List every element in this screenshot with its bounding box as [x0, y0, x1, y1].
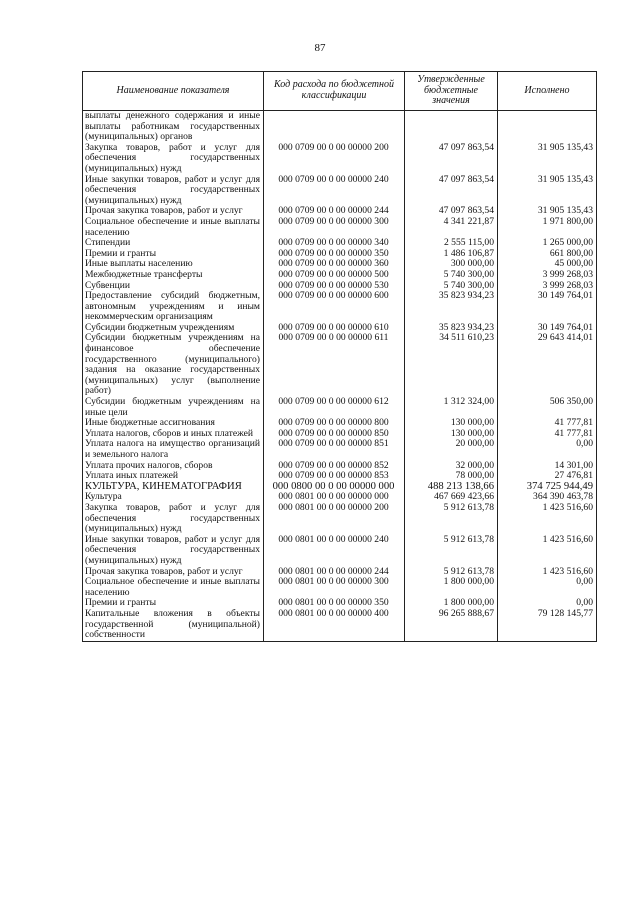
- row-approved-cell: 47 097 863,54: [405, 175, 498, 207]
- table-row: [83, 577, 597, 598]
- row-approved-cell: 4 341 221,87: [405, 217, 498, 238]
- table-row: [83, 111, 597, 143]
- row-approved-cell: 5 740 300,00: [405, 281, 498, 292]
- row-code-cell: 000 0709 00 0 00 00000 853: [264, 471, 405, 482]
- row-name-cell: Предоставление субсидий бюджетным, автономным учреждениям и иным некоммерческим организациям: [83, 291, 264, 323]
- header-code: Код расхода по бюджетной классификации: [264, 72, 405, 111]
- row-executed-cell: 41 777,81: [498, 429, 597, 440]
- row-code-cell: 000 0801 00 0 00 00000 400: [264, 609, 405, 641]
- row-executed-cell: 31 905 135,43: [498, 175, 597, 207]
- row-executed-cell: 1 423 516,60: [498, 567, 597, 578]
- row-code-cell: 000 0709 00 0 00 00000 340: [264, 238, 405, 249]
- row-code-cell: 000 0709 00 0 00 00000 360: [264, 259, 405, 270]
- table-row: [83, 397, 597, 418]
- row-approved-cell: 34 511 610,23: [405, 333, 498, 397]
- row-executed-cell: 14 301,00: [498, 461, 597, 472]
- row-approved-cell: 5 740 300,00: [405, 270, 498, 281]
- row-executed-cell: 374 725 944,49: [498, 482, 597, 493]
- row-code-cell: 000 0801 00 0 00 00000 200: [264, 503, 405, 535]
- row-code-cell: 000 0709 00 0 00 00000 850: [264, 429, 405, 440]
- row-name-cell: Закупка товаров, работ и услуг для обеспечения государственных (муниципальных) нужд: [83, 503, 264, 535]
- row-executed-cell: 0,00: [498, 577, 597, 598]
- table-row: [83, 270, 597, 281]
- row-approved-cell: 35 823 934,23: [405, 291, 498, 323]
- row-code-cell: 000 0709 00 0 00 00000 610: [264, 323, 405, 334]
- row-executed-cell: 506 350,00: [498, 397, 597, 418]
- header-executed: Исполнено: [498, 72, 597, 111]
- row-approved-cell: 130 000,00: [405, 429, 498, 440]
- row-name-cell: Социальное обеспечение и иные выплаты населению: [83, 217, 264, 238]
- header-approved: Утвержденные бюджетные значения: [405, 72, 498, 111]
- table-row: [83, 535, 597, 567]
- table-body: [83, 111, 597, 642]
- row-code-cell: 000 0801 00 0 00 00000 000: [264, 492, 405, 503]
- row-approved-cell: 35 823 934,23: [405, 323, 498, 334]
- row-code-cell: 000 0801 00 0 00 00000 240: [264, 535, 405, 567]
- row-approved-cell: 47 097 863,54: [405, 206, 498, 217]
- table-row: [83, 503, 597, 535]
- row-name-cell: Иные выплаты населению: [83, 259, 264, 270]
- row-executed-cell: 0,00: [498, 439, 597, 460]
- row-code-cell: 000 0709 00 0 00 00000 851: [264, 439, 405, 460]
- header-row: [83, 72, 597, 111]
- row-approved-cell: 130 000,00: [405, 418, 498, 429]
- row-name-cell: выплаты денежного содержания и иные выплаты работникам государственных (муниципальных) органов: [83, 111, 264, 143]
- row-name-cell: Уплата налогов, сборов и иных платежей: [83, 429, 264, 440]
- row-approved-cell: 5 912 613,78: [405, 567, 498, 578]
- row-code-cell: 000 0709 00 0 00 00000 611: [264, 333, 405, 397]
- row-approved-cell: 78 000,00: [405, 471, 498, 482]
- row-approved-cell: 2 555 115,00: [405, 238, 498, 249]
- row-code-cell: 000 0709 00 0 00 00000 600: [264, 291, 405, 323]
- row-name-cell: Культура: [83, 492, 264, 503]
- row-approved-cell: 1 800 000,00: [405, 598, 498, 609]
- row-approved-cell: 32 000,00: [405, 461, 498, 472]
- row-code-cell: 000 0709 00 0 00 00000 200: [264, 143, 405, 175]
- row-name-cell: КУЛЬТУРА, КИНЕМАТОГРАФИЯ: [83, 482, 264, 493]
- row-approved-cell: 488 213 138,66: [405, 482, 498, 493]
- row-executed-cell: 3 999 268,03: [498, 281, 597, 292]
- row-name-cell: Премии и гранты: [83, 249, 264, 260]
- row-code-cell: 000 0709 00 0 00 00000 350: [264, 249, 405, 260]
- row-name-cell: Уплата налога на имущество организаций и земельного налога: [83, 439, 264, 460]
- row-executed-cell: 1 971 800,00: [498, 217, 597, 238]
- row-code-cell: 000 0800 00 0 00 00000 000: [264, 482, 405, 493]
- row-name-cell: Субсидии бюджетным учреждениям: [83, 323, 264, 334]
- table-row: [83, 291, 597, 323]
- row-executed-cell: 45 000,00: [498, 259, 597, 270]
- table-row: [83, 143, 597, 175]
- row-code-cell: 000 0801 00 0 00 00000 350: [264, 598, 405, 609]
- row-code-cell: 000 0709 00 0 00 00000 240: [264, 175, 405, 207]
- row-name-cell: Уплата иных платежей: [83, 471, 264, 482]
- table-row: [83, 217, 597, 238]
- row-executed-cell: [498, 111, 597, 143]
- row-approved-cell: [405, 111, 498, 143]
- row-approved-cell: 5 912 613,78: [405, 535, 498, 567]
- row-name-cell: Иные бюджетные ассигнования: [83, 418, 264, 429]
- row-name-cell: Стипендии: [83, 238, 264, 249]
- row-approved-cell: 300 000,00: [405, 259, 498, 270]
- budget-execution-table: [82, 71, 597, 642]
- row-name-cell: Прочая закупка товаров, работ и услуг: [83, 567, 264, 578]
- row-approved-cell: 467 669 423,66: [405, 492, 498, 503]
- row-code-cell: 000 0709 00 0 00 00000 244: [264, 206, 405, 217]
- row-approved-cell: 1 486 106,87: [405, 249, 498, 260]
- row-executed-cell: 31 905 135,43: [498, 143, 597, 175]
- row-executed-cell: 30 149 764,01: [498, 291, 597, 323]
- row-name-cell: Закупка товаров, работ и услуг для обеспечения государственных (муниципальных) нужд: [83, 143, 264, 175]
- row-executed-cell: 1 423 516,60: [498, 535, 597, 567]
- row-name-cell: Субсидии бюджетным учреждениям на финансовое обеспечение государственного (муниципального) задания на оказание государственных (муниципальных) услуг (выполнение работ): [83, 333, 264, 397]
- table-row: [83, 439, 597, 460]
- row-name-cell: Прочая закупка товаров, работ и услуг: [83, 206, 264, 217]
- page-number: 87: [314, 42, 326, 54]
- row-name-cell: Капитальные вложения в объекты государственной (муниципальной) собственности: [83, 609, 264, 641]
- row-code-cell: 000 0709 00 0 00 00000 530: [264, 281, 405, 292]
- row-name-cell: Иные закупки товаров, работ и услуг для обеспечения государственных (муниципальных) нужд: [83, 175, 264, 207]
- row-executed-cell: 30 149 764,01: [498, 323, 597, 334]
- row-approved-cell: 20 000,00: [405, 439, 498, 460]
- row-approved-cell: 1 312 324,00: [405, 397, 498, 418]
- row-approved-cell: 96 265 888,67: [405, 609, 498, 641]
- row-name-cell: Межбюджетные трансферты: [83, 270, 264, 281]
- table-row: [83, 175, 597, 207]
- row-name-cell: Премии и гранты: [83, 598, 264, 609]
- row-approved-cell: 5 912 613,78: [405, 503, 498, 535]
- row-code-cell: 000 0801 00 0 00 00000 244: [264, 567, 405, 578]
- row-executed-cell: 0,00: [498, 598, 597, 609]
- table-row: [83, 609, 597, 641]
- row-executed-cell: 29 643 414,01: [498, 333, 597, 397]
- row-code-cell: 000 0709 00 0 00 00000 612: [264, 397, 405, 418]
- row-name-cell: Субвенции: [83, 281, 264, 292]
- row-code-cell: 000 0709 00 0 00 00000 300: [264, 217, 405, 238]
- table-header: [83, 72, 597, 111]
- row-executed-cell: 3 999 268,03: [498, 270, 597, 281]
- row-name-cell: Субсидии бюджетным учреждениям на иные цели: [83, 397, 264, 418]
- row-approved-cell: 47 097 863,54: [405, 143, 498, 175]
- row-executed-cell: 79 128 145,77: [498, 609, 597, 641]
- row-name-cell: Социальное обеспечение и иные выплаты населению: [83, 577, 264, 598]
- row-code-cell: 000 0709 00 0 00 00000 500: [264, 270, 405, 281]
- row-code-cell: 000 0801 00 0 00 00000 300: [264, 577, 405, 598]
- row-executed-cell: 31 905 135,43: [498, 206, 597, 217]
- row-name-cell: Уплата прочих налогов, сборов: [83, 461, 264, 472]
- row-executed-cell: 27 476,81: [498, 471, 597, 482]
- row-executed-cell: 1 265 000,00: [498, 238, 597, 249]
- row-executed-cell: 1 423 516,60: [498, 503, 597, 535]
- table-row: [83, 333, 597, 397]
- row-executed-cell: 41 777,81: [498, 418, 597, 429]
- row-code-cell: 000 0709 00 0 00 00000 852: [264, 461, 405, 472]
- row-executed-cell: 364 390 463,78: [498, 492, 597, 503]
- header-name: Наименование показателя: [83, 72, 264, 111]
- row-code-cell: 000 0709 00 0 00 00000 800: [264, 418, 405, 429]
- row-executed-cell: 661 800,00: [498, 249, 597, 260]
- row-approved-cell: 1 800 000,00: [405, 577, 498, 598]
- row-name-cell: Иные закупки товаров, работ и услуг для обеспечения государственных (муниципальных) нужд: [83, 535, 264, 567]
- row-code-cell: [264, 111, 405, 143]
